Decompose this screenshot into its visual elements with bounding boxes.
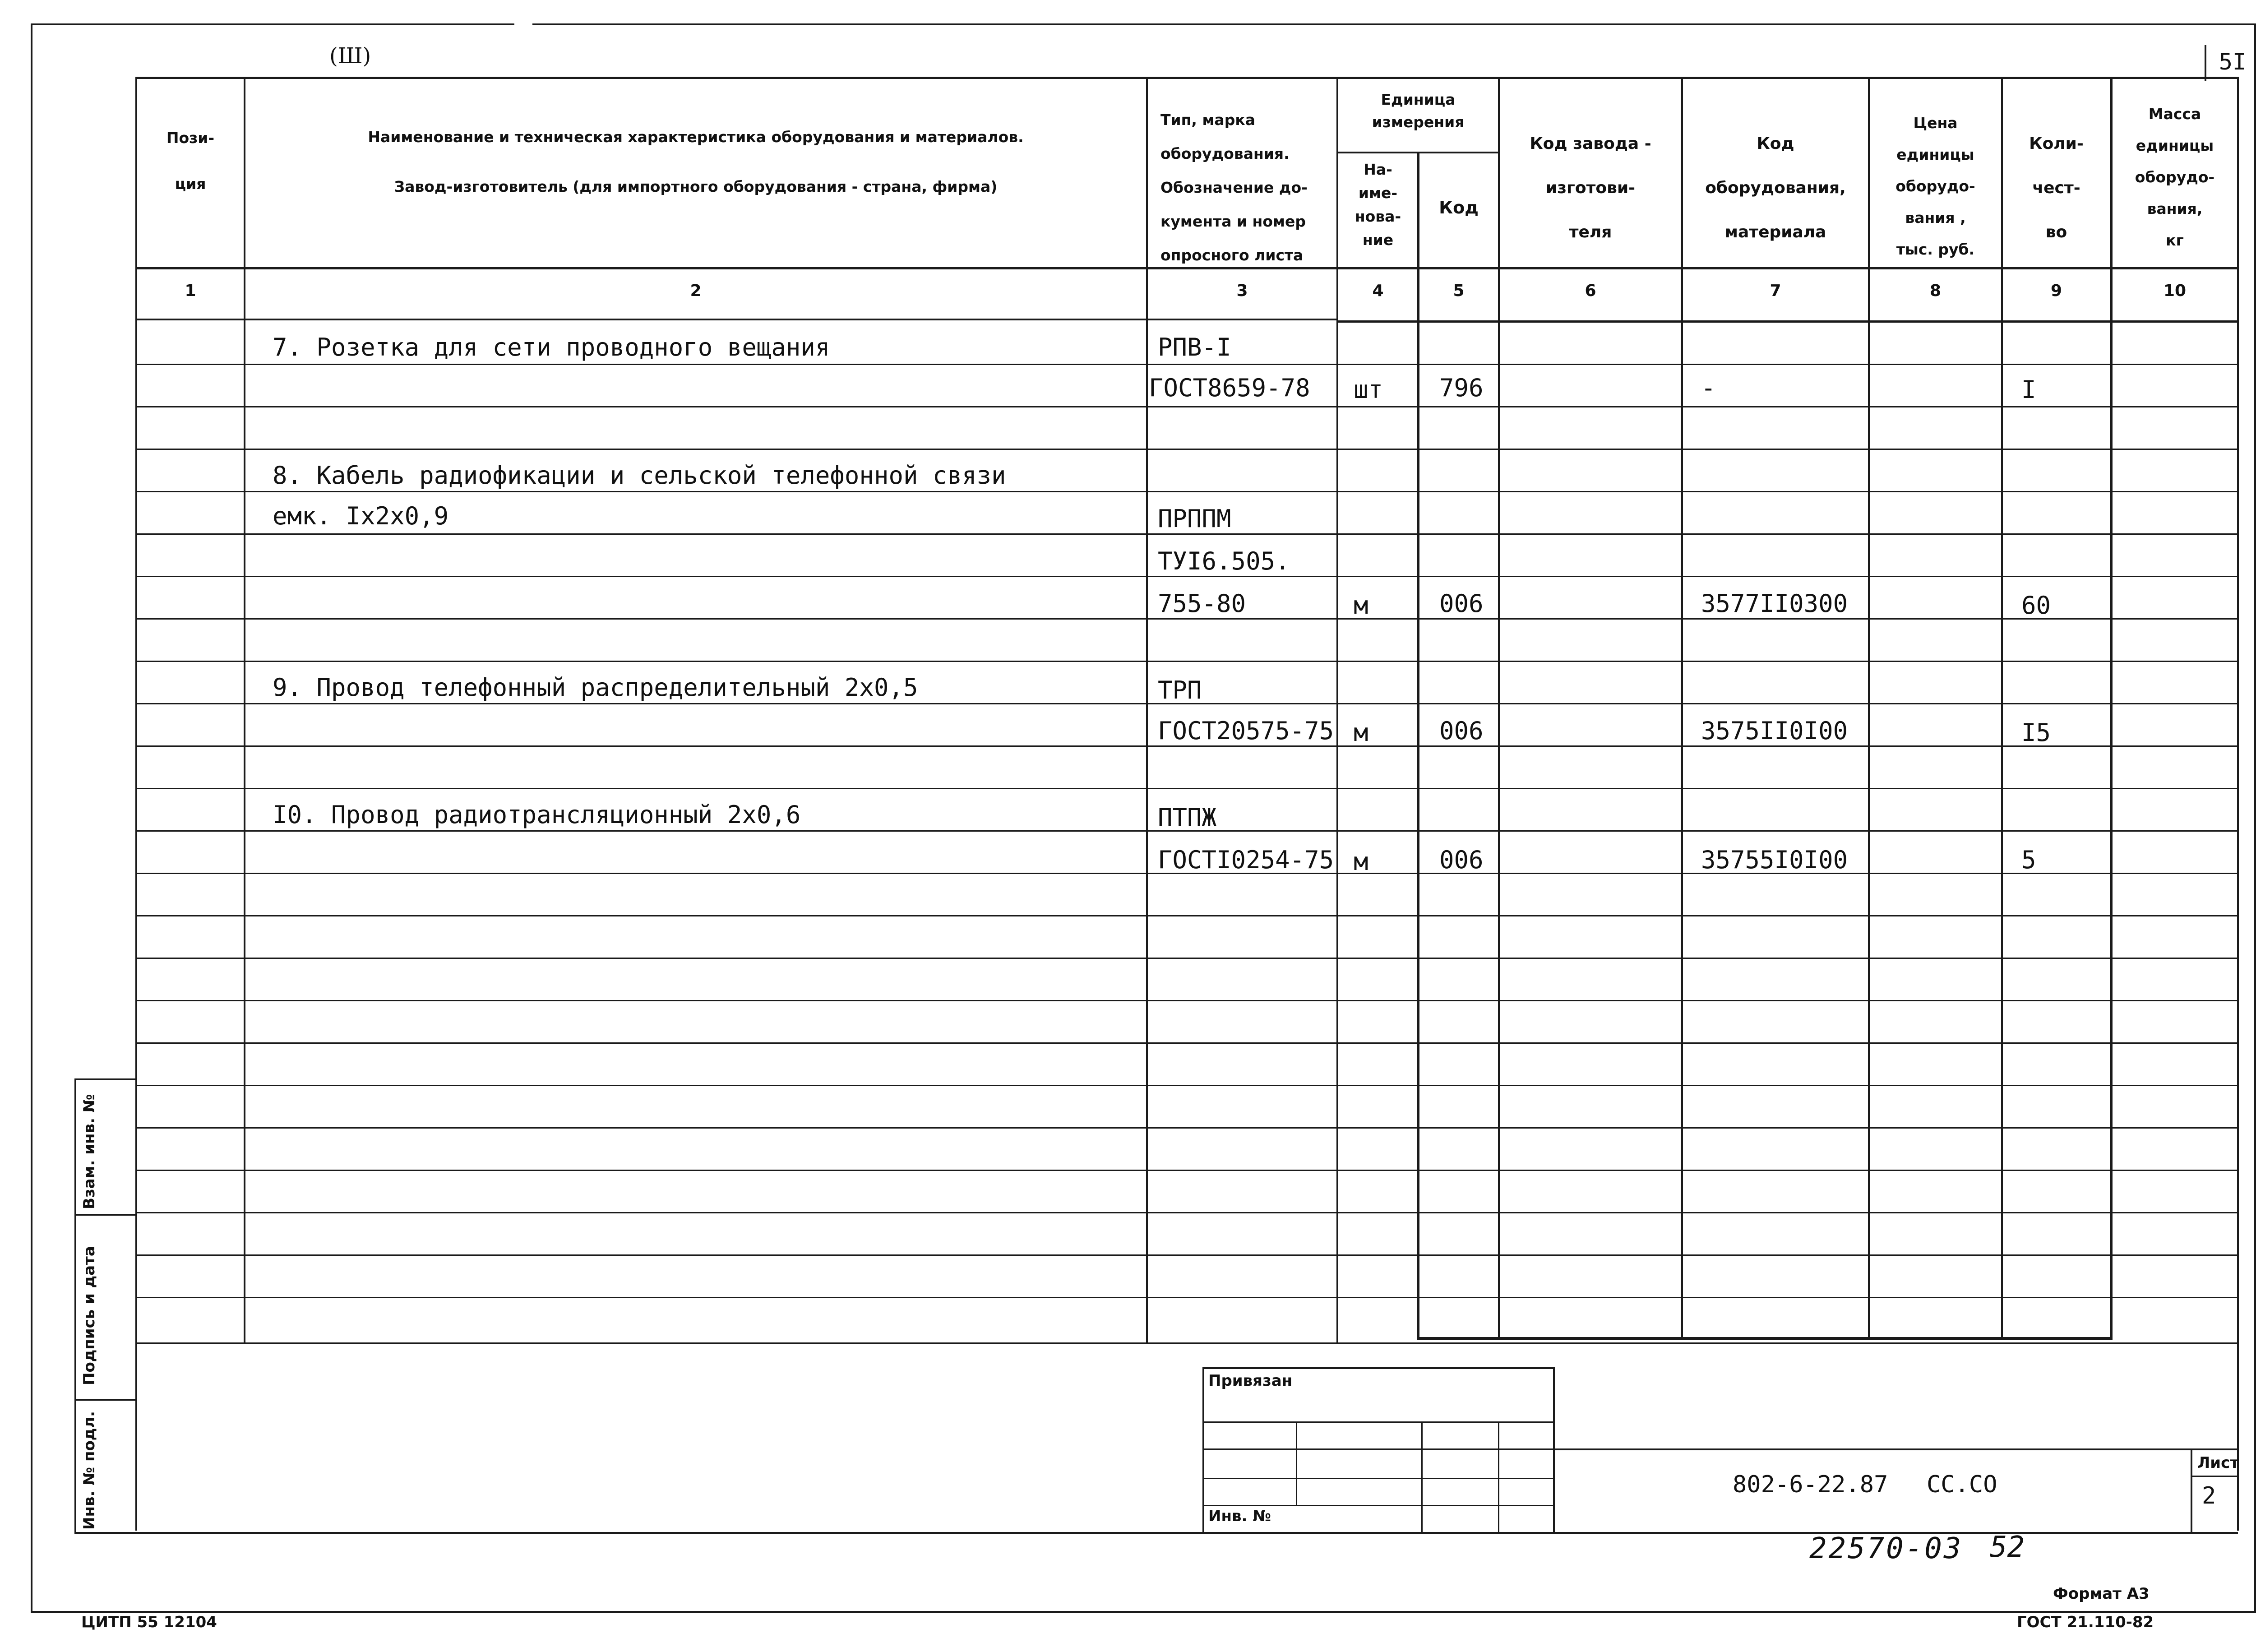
item-name: I0. Провод радиотрансляционный 2х0,6 [273,801,801,829]
table-row-line [135,1085,2238,1086]
header-name-line1: Наименование и техническая характеристика оборудования и материалов. [368,128,1024,146]
standard-label: ГОСТ 21.110-82 [2017,1613,2154,1631]
item-unit-code: 006 [1439,717,1484,745]
item-type: ПТПЖ [1158,803,1217,832]
item-unit-code: 796 [1439,374,1484,402]
item-quantity: 5 [2021,846,2036,874]
archive-number: 22570-03 [1809,1532,1963,1565]
item-type: ГОСТ8659-78 [1149,374,1310,402]
table-row-line [135,449,2238,450]
item-material-code: 3575II0I00 [1701,717,1848,745]
table-row-line [135,915,2238,916]
item-type: ТУI6.505. [1158,547,1290,575]
table-row-line [135,788,2238,789]
archive-page: 52 [1990,1531,2025,1564]
table-row-line [135,958,2238,959]
item-type: ГОСТ20575-75 [1158,717,1334,745]
sheet-label: Лист [2197,1454,2239,1472]
item-type: ПРППМ [1158,504,1231,533]
item-unit: шт [1354,375,1383,404]
item-type: РПВ-I [1158,333,1231,361]
outer-frame-top-left [32,23,514,25]
table-row-line [135,1000,2238,1001]
item-unit-code: 006 [1439,589,1484,618]
table-row-line [135,745,2238,747]
column-number-1: 1 [185,282,196,300]
document-code: 802-6-22.87 [1733,1471,1888,1498]
table-row-line [135,576,2238,577]
item-name: 7. Розетка для сети проводного вещания [273,333,830,361]
table-row-line [135,1170,2238,1171]
sheet-number: 2 [2202,1482,2216,1509]
section-mark: (Ш) [329,43,371,69]
column-number-6: 6 [1585,282,1596,300]
header-factory-code: Код завода - изготови- теля [1530,134,1651,241]
table-row-line [135,406,2238,407]
table-row-line [135,661,2238,662]
table-row-line [135,618,2238,620]
column-number-3: 3 [1236,282,1248,300]
header-position: Пози- ция [166,129,215,193]
column-number-5: 5 [1453,282,1465,300]
item-type: ГОСТI0254-75 [1158,846,1334,874]
header-unit-name: На- име- нова- ние [1355,161,1401,249]
header-unit-code: Код [1439,198,1479,217]
table-row-line [135,1127,2238,1129]
item-quantity: I [2021,375,2036,404]
item-material-code: 35755I0I00 [1701,846,1848,874]
side-label-podpis: Подпись и дата [80,1246,98,1385]
header-unit-group: Единица измерения [1372,91,1465,131]
side-label-inv: Инв. № подл. [80,1411,98,1530]
column-number-4: 4 [1372,282,1384,300]
item-type: ТРП [1158,676,1202,704]
header-quantity: Коли- чест- во [2029,134,2084,241]
item-material-code: - [1701,374,1716,402]
page-number: 5I [2219,49,2247,75]
column-number-8: 8 [1929,282,1942,300]
table-row-line [135,1212,2238,1213]
column-number-2: 2 [690,282,702,300]
column-number-9: 9 [2050,282,2062,300]
table-row-line [135,1297,2238,1298]
item-name: 9. Провод телефонный распределительный 2х0,5 [273,673,918,702]
table-row-line [135,533,2238,535]
printer-mark: ЦИТП 55 12104 [81,1613,217,1631]
item-name: емк. Iх2х0,9 [273,502,449,530]
item-type: 755-80 [1158,589,1246,618]
column-number-10: 10 [2163,282,2187,300]
table-row-line [135,1254,2238,1256]
document-suffix: СС.СО [1927,1471,1997,1498]
item-unit: м [1354,847,1368,876]
side-label-vzam: Взам. инв. № [80,1094,98,1209]
outer-frame-top-right [532,23,2256,25]
table-row-line [135,364,2238,365]
item-unit-code: 006 [1439,846,1484,874]
item-unit: м [1354,591,1368,620]
table-row-line [135,1042,2238,1044]
outer-frame-bottom [31,1611,2256,1613]
item-name: 8. Кабель радиофикации и сельской телефонной связи [273,461,1006,490]
item-unit: м [1354,718,1368,747]
outer-frame-right [2254,23,2256,1612]
item-material-code: 3577II0300 [1701,589,1848,618]
table-row-line [135,491,2238,492]
header-type: Тип, марка оборудования. Обозначение до- кумента и номер опросного листа [1160,111,1308,264]
outer-frame-left [31,23,32,1612]
column-number-7: 7 [1770,282,1781,300]
format-label: Формат А3 [2053,1585,2150,1603]
stamp-inv-no: Инв. № [1208,1507,1271,1525]
header-material-code: Код оборудования, материала [1705,134,1846,241]
header-price: Цена единицы оборудо- вания , тыс. руб. [1895,114,1975,258]
stamp-privyazan: Привязан [1208,1372,1293,1390]
header-mass: Масса единицы оборудо- вания, кг [2135,105,2215,249]
header-name-line2: Завод-изготовитель (для импортного оборудования - страна, фирма) [394,178,998,195]
item-quantity: I5 [2021,718,2051,747]
item-quantity: 60 [2021,591,2051,620]
